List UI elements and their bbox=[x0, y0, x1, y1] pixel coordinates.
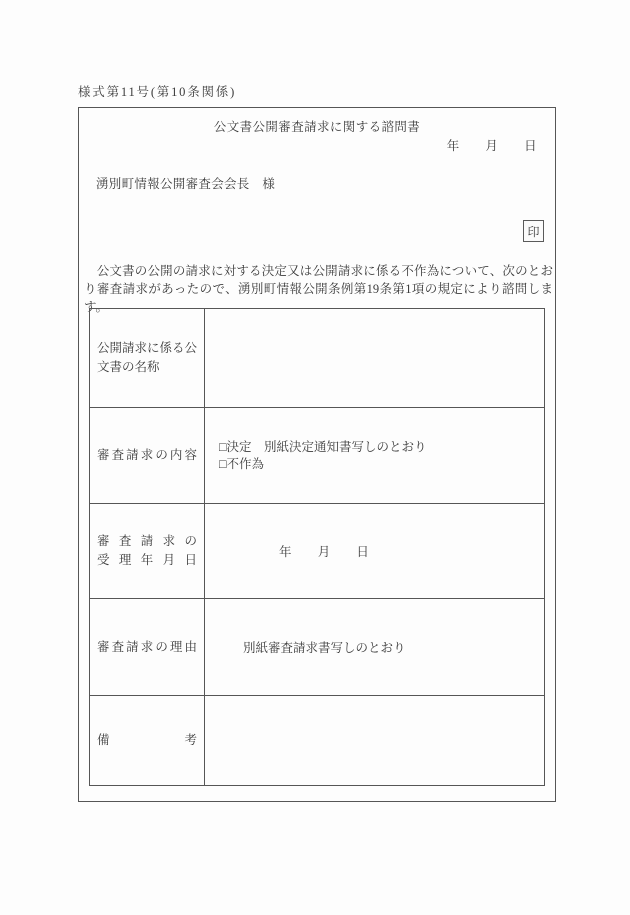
row-label-line: 備考 bbox=[97, 733, 197, 747]
row-content-value: 別紙審査請求書写しのとおり bbox=[243, 641, 406, 655]
table-row-remarks bbox=[90, 696, 545, 786]
row-label-line: 受理年月日 bbox=[97, 553, 197, 567]
seal-box bbox=[523, 220, 544, 242]
checkbox-option-inaction: □不作為 bbox=[219, 456, 265, 471]
row-content-request-content bbox=[205, 408, 545, 504]
row-label-line: 文書の名称 bbox=[97, 360, 160, 374]
addressee-line: 湧別町情報公開審査会会長 様 bbox=[96, 177, 276, 191]
row-content-value: 年 月 日 bbox=[279, 545, 370, 559]
row-label-request-content bbox=[90, 408, 205, 504]
form-border-box bbox=[78, 107, 556, 802]
row-content-receipt-date bbox=[205, 504, 545, 599]
table-row-receipt-date bbox=[90, 504, 545, 599]
row-label-line: 公開請求に係る公 bbox=[97, 341, 198, 355]
form-number-label: 様式第11号(第10条関係) bbox=[78, 85, 237, 99]
body-paragraph: 公文書の公開の請求に対する決定又は公開請求に係る不作為について、次のとおり審査請求があったので、湧別町情報公開条例第19条第1項の規定により諮問します。 bbox=[84, 264, 553, 314]
table-row-request-content bbox=[90, 408, 545, 504]
row-label-document-name bbox=[90, 309, 205, 408]
table-row-document-name bbox=[90, 309, 545, 408]
form-table bbox=[89, 308, 545, 786]
seal-character: 印 bbox=[527, 224, 540, 239]
row-label-request-reason bbox=[90, 599, 205, 696]
checkbox-option-decision: □決定 別紙決定通知書写しのとおり bbox=[219, 439, 427, 454]
document-title: 公文書公開審査請求に関する諮問書 bbox=[213, 120, 421, 134]
row-content-remarks bbox=[205, 696, 545, 786]
row-label-line: 審査請求の理由 bbox=[97, 639, 197, 654]
row-content-document-name bbox=[205, 309, 545, 408]
row-label-line: 審査請求の bbox=[97, 534, 197, 548]
date-line: 年 月 日 bbox=[446, 139, 537, 153]
row-label-remarks bbox=[90, 696, 205, 786]
table-row-request-reason bbox=[90, 599, 545, 696]
row-label-receipt-date bbox=[90, 504, 205, 599]
row-label-line: 審査請求の内容 bbox=[97, 448, 197, 462]
row-content-request-reason bbox=[205, 599, 545, 696]
